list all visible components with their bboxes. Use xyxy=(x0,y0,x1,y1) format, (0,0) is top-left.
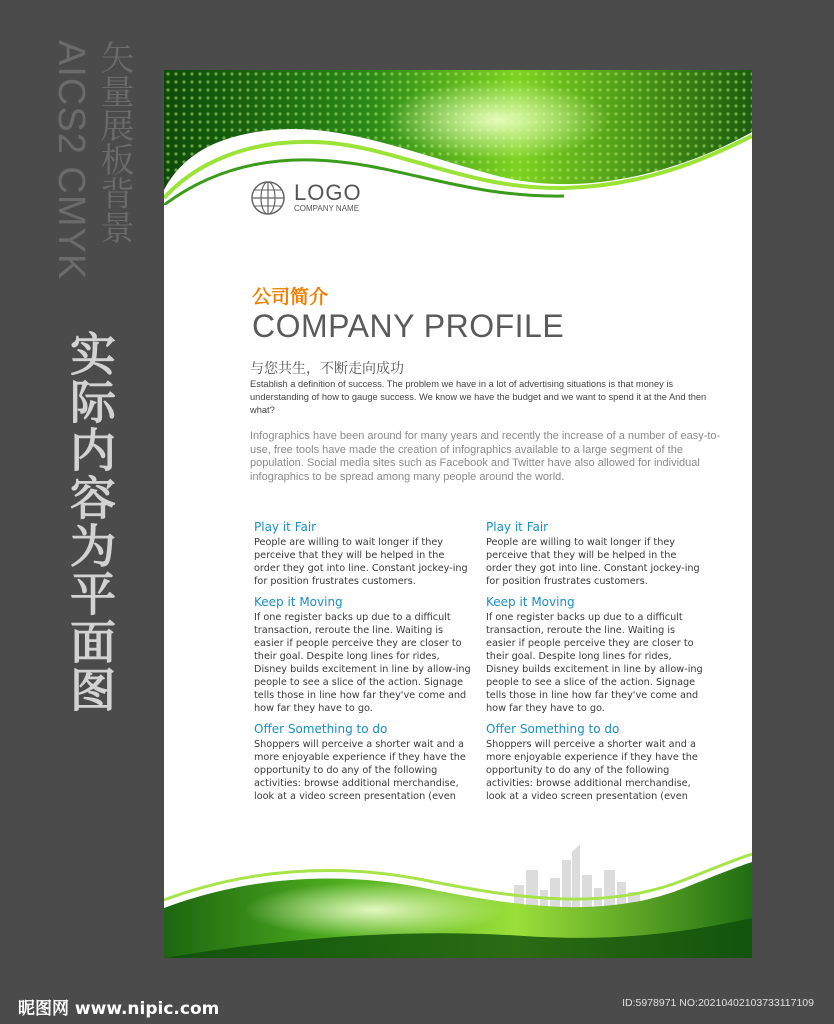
image-id-text: ID:5978971 NO:20210402103733117109 xyxy=(622,997,814,1009)
section-body: If one register backs up due to a difficult transaction, reroute the line. Waiting is easier if people perceive they are closer to their goal. Despite long lines for rides, Disney builds excitement in line by allow-ing people to see a slice of the action. Signage tells those in line how far they've come and how far they have to go. xyxy=(486,612,703,714)
section-block xyxy=(254,595,472,715)
logo-title: LOGO xyxy=(294,180,362,205)
section-title: Keep it Moving xyxy=(254,595,343,609)
side-vertical-en-text: AICS2 CMYK xyxy=(50,40,92,281)
section-title: Play it Fair xyxy=(254,520,317,534)
section-block xyxy=(486,595,704,715)
section-block xyxy=(254,520,472,588)
bottom-green-wave xyxy=(164,848,752,958)
cn-title: 公司简介 xyxy=(252,286,329,308)
logo-block xyxy=(250,180,362,216)
section-block xyxy=(486,520,704,588)
section-block xyxy=(486,722,704,803)
slogan: 与您共生，不断走向成功 xyxy=(250,361,404,377)
side-vertical-cn-text: 矢量展板背景 xyxy=(94,40,134,244)
section-block xyxy=(254,722,472,803)
section-title: Offer Something to do xyxy=(254,722,388,736)
section-body: Shoppers will perceive a shorter wait and a more enjoyable experience if they have the opportunity to do any of the following activities: browse additional merchandise, look at a video screen presentation (even xyxy=(486,739,698,802)
section-title: Play it Fair xyxy=(486,520,549,534)
profile-poster xyxy=(164,70,752,958)
section-body: If one register backs up due to a difficult transaction, reroute the line. Waiting is easier if people perceive they are closer to their goal. Despite long lines for rides, Disney builds excitement in line by allow-ing people to see a slice of the action. Signage tells those in line how far they've come and how far they have to go. xyxy=(254,612,471,714)
intro-paragraph-2: Infographics have been around for many years and recently the increase of a number of easy-to-use, free tools have made the creation of infographics available to a large segment of the population. Social media sites such as Facebook and Twitter have also allowed for individual infographics to be spread among many people around the world. xyxy=(250,430,721,483)
section-body: People are willing to wait longer if they perceive that they will be helped in the order they got into line. Constant jockey-ing for position frustrates customers. xyxy=(486,537,700,587)
section-body: Shoppers will perceive a shorter wait and a more enjoyable experience if they have the opportunity to do any of the following activities: browse additional merchandise, look at a video screen presentation (even xyxy=(254,739,466,802)
section-body: People are willing to wait longer if they perceive that they will be helped in the order they got into line. Constant jockey-ing for position frustrates customers. xyxy=(254,537,468,587)
section-title: Keep it Moving xyxy=(486,595,575,609)
side-vertical-main-text: 实际内容为平面图 xyxy=(63,330,117,714)
content-column-right xyxy=(486,520,704,810)
en-title: COMPANY PROFILE xyxy=(252,308,565,344)
intro-paragraph-1: Establish a definition of success. The problem we have in a lot of advertising situations is that money is understanding of how to gauge success. We know we have the budget and we want to spend it at the And then what? xyxy=(250,379,707,415)
logo-subtitle: COMPANY NAME xyxy=(294,204,360,213)
nipic-watermark-text: 昵图网 www.nipic.com xyxy=(18,999,220,1019)
content-column-left xyxy=(254,520,472,810)
section-title: Offer Something to do xyxy=(486,722,620,736)
globe-icon xyxy=(250,180,286,216)
